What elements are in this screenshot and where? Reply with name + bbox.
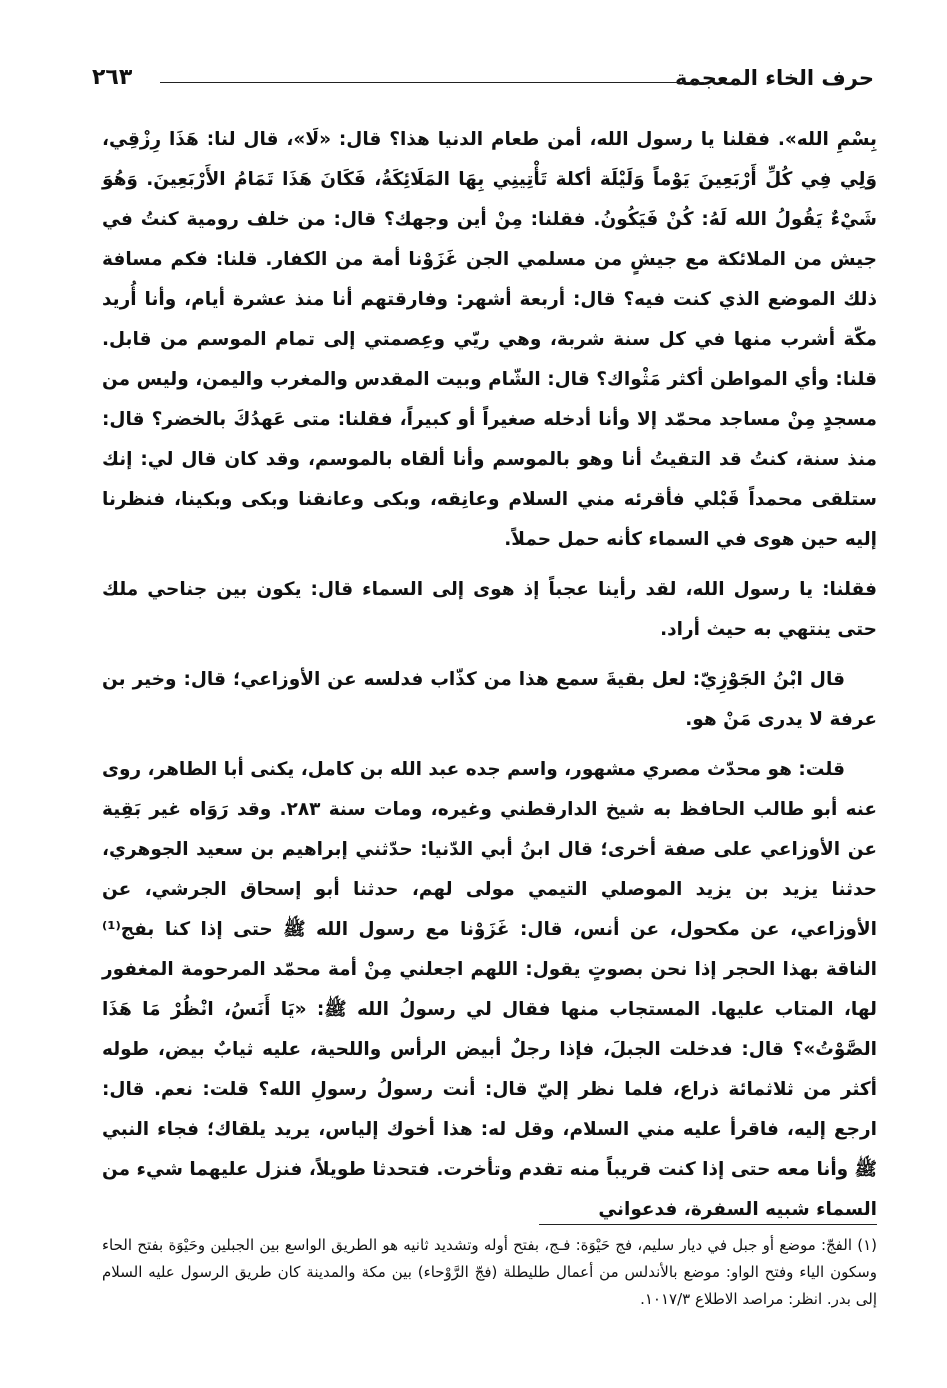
paragraph-commentary: قلت: هو محدّث مصري مشهور، واسم جده عبد الله بن كامل، يكنى أبا الطاهر، روى عنه أبو طالب الحافظ به شيخ الدارقطني وغيره، ومات سنة ٢٨٣. وقد رَوَاه غير بَقِية عن الأوزاعي على صفة أخرى؛ قال ابنُ أبي الدّنيا: حدّثني إبراهيم بن سعيد الجوهري، حدثنا يزيد بن يزيد الموصلي التيمي مولى لهم، حدثنا أبو إسحاق الجرشي، عن الأوزاعي، عن مكحول، عن أنس، قال: غَزَوْنا مع رسول الله ﷺ حتى إذا كنا بفج⁽¹⁾ الناقة بهذا الحجر إذا نحن بصوتٍ يقول: اللهم اجعلني مِنْ أمة محمّد المرحومة المغفور لها، المتاب عليها. المستجاب منها فقال لي رسولُ الله ﷺ: «يَا أَنَسُ، انْظُرْ مَا هَذَا الصَّوْتُ»؟ قال: فدخلت الجبلَ، فإذا رجلٌ أبيض الرأس واللحية، عليه ثيابٌ بيض، طوله أكثر من ثلاثمائة ذراع، فلما نظر إليّ قال: أنت رسولُ رسولِ الله؟ قلت: نعم. قال: ارجع إليه، فاقرأ عليه مني السلام، وقل له: هذا أخوك إلياس، يريد يلقاك؛ فجاء النبي ﷺ وأنا معه حتى إذا كنت قريباً منه تقدم وتأخرت. فتحدثا طويلاً، فنزل عليهما شيء من السماء شبيه السفرة، فدعواني — [102, 759, 877, 1220]
header-rule — [160, 82, 704, 83]
paragraph-question: فقلنا: يا رسول الله، لقد رأينا عجباً إذ هوى إلى السماء قال: يكون بين جناحي ملك حتى ينتهي به حيث أراد. — [102, 579, 877, 640]
main-text — [102, 120, 877, 1230]
footnote-separator — [539, 1224, 877, 1225]
chapter-title: حرف الخاء المعجمة — [674, 66, 874, 90]
paragraph-hadith-continuation: بِسْمِ الله». فقلنا يا رسول الله، أمن طعام الدنيا هذا؟ قال: «لَا»، قال لنا: هَذَا رِزْقِي، وَلِي فِي كُلِّ أَرْبَعِينَ يَوْماً وَلَيْلَة أكلة تَأْتِينِي بِهَا المَلَائِكَةُ، فَكَانَ هَذَا تَمَامُ الأَرْبَعِينَ. وَهُوَ شَيْءٌ يَقُولُ الله لَهُ: كُنْ فَيَكُونُ. فقلنا: مِنْ أين وجهك؟ قال: من خلف رومية كنتُ في جيش من الملائكة مع جيشٍ من مسلمي الجن غَزَوْنا أمة من الكفار. قلنا: فكم مسافة ذلك الموضع الذي كنت فيه؟ قال: أربعة أشهر: وفارقتهم أنا منذ عشرة أيام، وأنا أُريد مكّة أشرب منها في كل سنة شربة، وهي ريّي وعِصمتي إلى تمام الموسم من قابل. قلنا: وأي المواطن أكثر مَثْواك؟ قال: الشّام وبيت المقدس والمغرب واليمن، وليس من مسجدٍ مِنْ مساجد محمّد إلا وأنا أدخله صغيراً أو كبيراً، فقلنا: متى عَهدُكَ بالخضر؟ قال: منذ سنة، كنتُ قد التقيتُ أنا وهو بالموسم وأنا ألقاه بالموسم، وقد كان قال لي: إنك ستلقى محمداً قَبْلي فأقرئه مني السلام وعانِقه، وبكى وعانقنا وبكى وبكينا، فنظرنا إليه حين هوى في السماء كأنه حمل حملاً. — [102, 129, 877, 550]
paragraph-ibn-jawzi: قال ابْنُ الجَوْزِيّ: لعل بقيةَ سمع هذا من كذّاب فدلسه عن الأوزاعي؛ قال: وخير بن عرفة لا يدرى مَنْ هو. — [102, 669, 877, 730]
running-header — [92, 62, 874, 98]
page-number: ٢٦٣ — [92, 65, 133, 90]
footnote — [102, 1232, 877, 1313]
footnote-text: (١) الفجّ: موضع أو جبل في ديار سليم، فج حَيْوَة: فـج، بفتح أوله وتشديد ثانيه هو الطريق الواسع بين الجبلين وحَيْوَة بفتح الحاء وسكون الياء وفتح الواو: موضع بالأندلس من أعمال طليطلة (فجّ الرَّوْحاء) بين مكة والمدينة كان طريق الرسول عليه السلام إلى بدر. انظر: مراصد الاطلاع ١٠١٧/٣. — [102, 1236, 877, 1308]
